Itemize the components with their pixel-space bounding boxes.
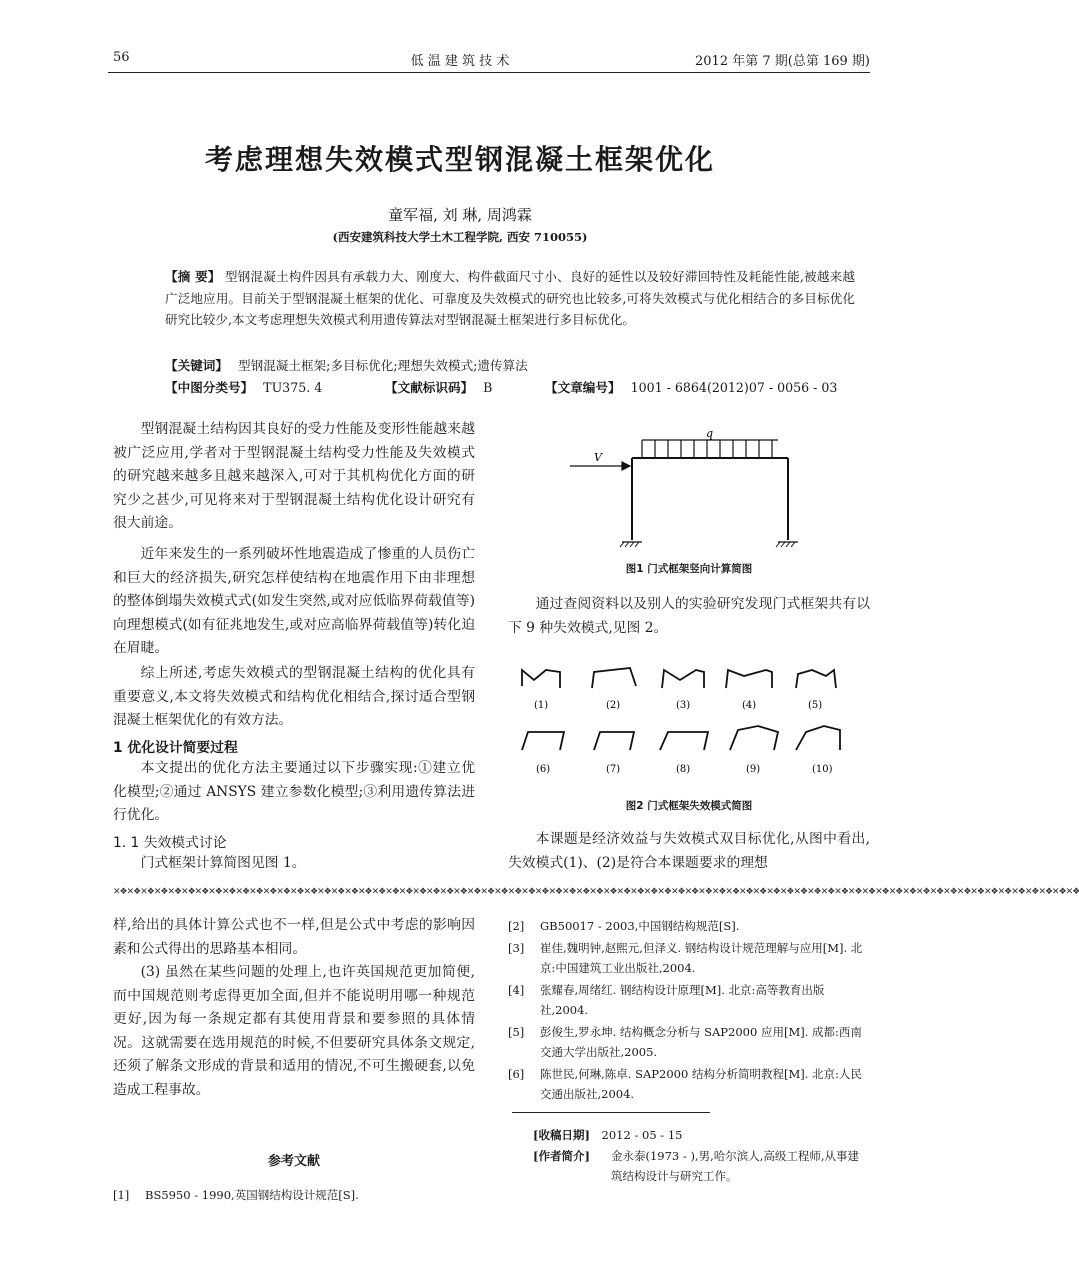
issue-info: 2012 年第 7 期(总第 169 期)	[695, 54, 870, 69]
figure-1-frame	[560, 427, 820, 555]
reference-6-text: 陈世民,何琳,陈卓. SAP2000 结构分析简明教程[M]. 北京:人民交通出版社,2004.	[540, 1067, 862, 1101]
fig2-label-5: (5)	[808, 700, 823, 711]
body-paragraph-2: 近年来发生的一系列破坏性地震造成了惨重的人员伤亡和巨大的经济损失,研究怎样使结构在地震作用下由非理想的整体倒塌失效模式式(如发生突然,或对应低临界荷载值等)向理想模式(如有征兆地发生,或对应高临界荷载值等)转化迫在眉睫。	[113, 546, 475, 656]
other-paragraph-1: 样,给出的具体计算公式也不一样,但是公式中考虑的影响因素和公式得出的思路基本相同。	[113, 917, 475, 957]
reference-5-text: 彭俊生,罗永坤. 结构概念分析与 SAP2000 应用[M]. 成都:西南交通大学出版社,2005.	[540, 1025, 862, 1059]
reference-3	[508, 938, 870, 978]
keywords	[165, 355, 528, 374]
author-info-text: 金永泰(1973 - ),男,哈尔滨人,高级工程师,从事建筑结构设计与研究工作。	[611, 1149, 860, 1183]
received-date	[533, 1125, 870, 1145]
reference-2-number: [2]	[508, 919, 525, 933]
reference-6-number: [6]	[508, 1067, 525, 1081]
fig2-label-4: (4)	[742, 700, 757, 711]
article-title: 考虑理想失效模式型钢混凝土框架优化	[204, 143, 715, 176]
article-number-value: 1001 - 6864(2012)07 - 0056 - 03	[630, 380, 838, 395]
reference-3-text: 崔佳,魏明钟,赵熙元,但泽义. 钢结构设计规范理解与应用[M]. 北京:中国建筑工业出版社,2004.	[540, 941, 863, 975]
reference-2-text: GB50017 - 2003,中国钢结构规范[S].	[540, 919, 740, 933]
reference-5	[508, 1022, 870, 1062]
reference-1-text: BS5950 - 1990,英国钢结构设计规范[S].	[145, 1188, 359, 1202]
body-paragraph-1: 型钢混凝土结构因其良好的受力性能及变形性能越来越被广泛应用,学者对于型钢混凝土结构受力性能及失效模式的研究越来越多且越来越深入,可对于其机构优化方面的研究少之甚少,可见将来对于型钢混凝土结构优化设计研究有很大前途。	[113, 421, 475, 531]
fig2-label-9: (9)	[746, 764, 761, 775]
abstract-label: 【摘 要】	[165, 269, 221, 284]
figure-2-failure-modes	[508, 660, 870, 780]
keywords-label: 【关键词】	[165, 358, 228, 373]
reference-1	[113, 1185, 475, 1205]
article-separator: ✕❖✕❖✕❖✕❖✕❖✕❖✕❖✕❖✕❖✕❖✕❖✕❖✕❖✕❖✕❖✕❖✕❖✕❖✕❖✕❖✕❖✕❖✕❖✕❖✕❖✕❖✕❖✕❖✕❖✕❖✕❖✕❖✕❖✕❖✕❖✕❖✕❖✕❖✕❖✕❖✕❖✕❖✕❖✕❖✕❖✕❖✕❖✕❖✕❖✕❖✕❖✕❖✕❖✕❖✕❖✕❖✕❖✕❖✕❖✕❖✕❖✕❖✕❖✕❖✕❖✕❖✕❖✕❖✕❖✕❖✕❖	[113, 887, 1079, 897]
clc-label: 【中图分类号】	[165, 380, 254, 395]
doc-code-value: B	[483, 380, 493, 395]
journal-name: 低 温 建 筑 技 术	[410, 54, 510, 69]
fig2-label-2: (2)	[606, 700, 621, 711]
fig2-label-1: (1)	[534, 700, 549, 711]
doc-code	[385, 377, 492, 396]
other-paragraph-2: (3) 虽然在某些问题的处理上,也许英国规范更加简便,而中国规范则考虑得更加全面,但并不能说明用哪一种规范更好,因为每一条规定都有其使用背景和要参照的具体情况。这就需要在选用规范的时候,不但要研究具体条文规定,还须了解条文形成的背景和适用的情况,不可生搬硬套,以免造成工程事故。	[113, 964, 475, 1098]
authors: 童军福, 刘 琳, 周鸿霖	[388, 206, 532, 224]
reference-4-number: [4]	[508, 983, 525, 997]
received-label: [收稿日期]	[533, 1128, 590, 1142]
fig1-label-v: V	[594, 451, 602, 464]
received-value: 2012 - 05 - 15	[601, 1128, 683, 1142]
abstract	[165, 266, 855, 331]
footnote-rule	[512, 1112, 710, 1113]
reference-6	[508, 1064, 870, 1104]
reference-4	[508, 980, 870, 1020]
keywords-text: 型钢混凝土框架;多目标优化;理想失效模式;遗传算法	[237, 358, 528, 373]
author-info-label: [作者简介]	[533, 1149, 590, 1163]
right-paragraph-2: 本课题是经济效益与失效模式双目标优化,从图中看出,失效模式(1)、(2)是符合本课题要求的理想	[508, 831, 870, 871]
abstract-text: 型钢混凝土构件因具有承载力大、刚度大、构件截面尺寸小、良好的延性以及较好滞回特性及耗能性能,被越来越广泛地应用。目前关于型钢混凝土框架的优化、可靠度及失效模式的研究也比较多,可将失效模式与优化相结合的多目标优化研究比较少,本文考虑理想失效模式利用遗传算法对型钢混凝土框架进行多目标优化。	[165, 269, 855, 327]
body-paragraph-4: 本文提出的优化方法主要通过以下步骤实现:①建立优化模型;②通过 ANSYS 建立参数化模型;③利用遗传算法进行优化。	[113, 760, 475, 823]
figure-1-caption: 图1 门式框架竖向计算简图	[625, 563, 753, 575]
fig2-label-7: (7)	[606, 764, 621, 775]
fig2-label-10: (10)	[812, 764, 833, 775]
references-heading: 参考文献	[267, 1154, 320, 1169]
fig2-label-8: (8)	[676, 764, 691, 775]
reference-1-number: [1]	[113, 1188, 130, 1202]
fig2-label-3: (3)	[676, 700, 691, 711]
figure-2-caption: 图2 门式框架失效模式简图	[625, 800, 753, 812]
page-number: 56	[113, 50, 130, 65]
author-info	[533, 1146, 870, 1186]
reference-4-text: 张耀春,周绪红. 钢结构设计原理[M]. 北京:高等教育出版社,2004.	[540, 983, 825, 1017]
doc-code-label: 【文献标识码】	[385, 380, 474, 395]
clc	[165, 377, 322, 396]
body-paragraph-3: 综上所述,考虑失效模式的型钢混凝土结构的优化具有重要意义,本文将失效模式和结构优化相结合,探讨适合型钢混凝土框架优化的有效方法。	[113, 665, 475, 728]
reference-2	[508, 916, 870, 936]
article-number-label: 【文章编号】	[545, 380, 621, 395]
body-paragraph-5: 门式框架计算简图见图 1。	[140, 855, 306, 871]
fig2-label-6: (6)	[536, 764, 551, 775]
right-paragraph-1: 通过查阅资料以及别人的实验研究发现门式框架共有以下 9 种失效模式,见图 2。	[508, 596, 870, 636]
section-heading-1: 1 优化设计简要过程	[113, 740, 238, 756]
reference-5-number: [5]	[508, 1025, 525, 1039]
section-heading-1-1: 1. 1 失效模式讨论	[113, 835, 227, 851]
reference-3-number: [3]	[508, 941, 525, 955]
clc-value: TU375. 4	[263, 380, 323, 395]
header-rule	[108, 72, 870, 73]
affiliation: (西安建筑科技大学土木工程学院, 西安 710055)	[332, 230, 588, 244]
fig1-label-q: q	[706, 427, 714, 440]
article-number	[545, 377, 837, 396]
